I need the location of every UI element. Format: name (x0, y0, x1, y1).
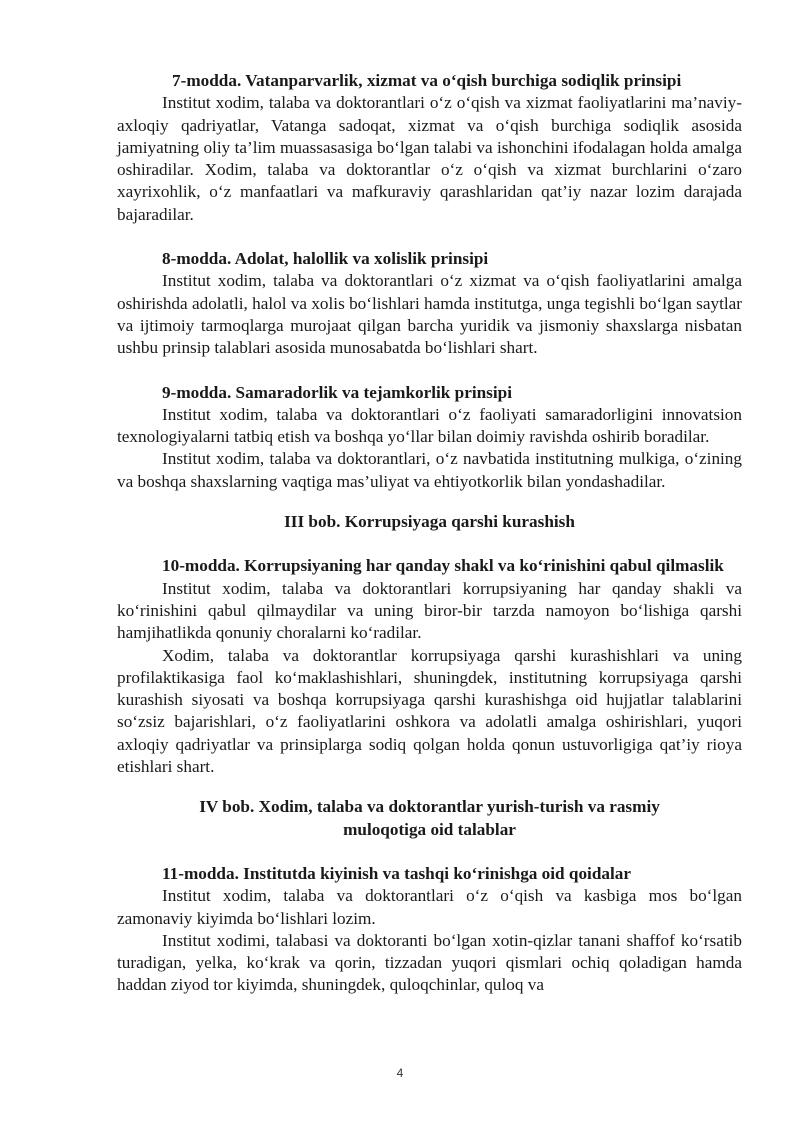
article-10-paragraph-1: Institut xodim, talaba va doktorantlari korrupsiyaning har qanday shakli va ko‘rinishini qabul qilmaydilar va uning biror-bir tarzda namoyon bo‘lishiga qarshi hamjihatlikda qonuniy choralarni ko‘radilar. (117, 578, 742, 643)
article-10-paragraph-2: Xodim, talaba va doktorantlar korrupsiyaga qarshi kurashishlari va uning profilaktikasiga faol ko‘maklashishlari, shuningdek, institutning korrupsiyaga qarshi kurashish siyosati va boshqa korrupsiyaga qarshi kurashishga oid hujjatlar talablarini so‘zsiz bajarishlari, o‘z faoliyatlarini oshkora va adolatli amalga oshirishlari, yuqori axloqiy qadriyatlar va prinsiplarga sodiq qolgan holda qonun ustuvorligiga qat’iy rioya etishlari shart. (117, 645, 742, 777)
chapter-4-heading-line-2: muloqotiga oid talablar (343, 819, 516, 839)
article-9-paragraph-1: Institut xodim, talaba va doktorantlari o‘z faoliyati samaradorligini innovatsion texnologiyalarni tatbiq etish va boshqa yo‘llar bilan doimiy ravishda oshirib boradilar. (117, 404, 742, 447)
article-11-heading: 11-modda. Institutda kiyinish va tashqi ko‘rinishga oid qoidalar (162, 863, 631, 883)
article-10-heading: 10-modda. Korrupsiyaning har qanday shakl va ko‘rinishini qabul qilmaslik (162, 556, 724, 576)
article-7-heading: 7-modda. Vatanparvarlik, xizmat va o‘qish burchiga sodiqlik prinsipi (172, 71, 682, 90)
article-11-paragraph-2: Institut xodimi, talabasi va doktoranti bo‘lgan xotin-qizlar tanani shaffof ko‘rsatib turadigan, yelka, ko‘krak va qorin, tizzadan yuqori qismlari ochiq qoladigan hamda haddan ziyod tor kiyimda, shuningdek, quloqchinlar, quloq va (117, 930, 742, 995)
article-7-paragraph-1: Institut xodim, talaba va doktorantlari o‘z o‘qish va xizmat faoliyatlarini ma’naviy-axloqiy qadriyatlar, Vatanga sadoqat, xizmat va o‘qish burchiga sodiqlik asosida jamiyatning oliy ta’lim muassasasiga bo‘lgan talabi va ishonchini ifodalagan holda amalga oshiradilar. Xodim, talaba va doktorantlar o‘z o‘qish va xizmat burchlarini o‘zaro xayrixohlik, o‘z manfaatlari va mafkuraviy qarashlaridan qat’iy nazar lozim darajada bajaradilar. (117, 93, 742, 224)
page-number: 4 (396, 1066, 404, 1080)
chapter-4-heading (117, 796, 742, 841)
chapter-4-heading-line-1: IV bob. Xodim, talaba va doktorantlar yurish-turish va rasmiy (199, 797, 660, 817)
document-page (117, 70, 742, 997)
article-8-paragraph-1: Institut xodim, talaba va doktorantlari o‘z xizmat va o‘qish faoliyatlarini amalga oshirishda adolatli, halol va xolis bo‘lishlari hamda institutga, unga tegishli bo‘lgan saytlar va ijtimoiy tarmoqlarga murojaat qilgan barcha yuridik va jismoniy shaxslarga nisbatan ushbu prinsip talablari asosida munosabatda bo‘lishlari shart. (117, 271, 742, 358)
article-8-heading: 8-modda. Adolat, halollik va xolislik prinsipi (162, 249, 489, 269)
article-9-heading: 9-modda. Samaradorlik va tejamkorlik prinsipi (162, 382, 512, 402)
article-9-paragraph-2: Institut xodim, talaba va doktorantlari, o‘z navbatida institutning mulkiga, o‘zining va boshqa shaxslarning vaqtiga mas’uliyat va ehtiyotkorlik bilan yondashadilar. (117, 449, 742, 491)
article-11-paragraph-1: Institut xodim, talaba va doktorantlari o‘z o‘qish va kasbiga mos bo‘lgan zamonaviy kiyimda bo‘lishlari lozim. (117, 886, 742, 928)
chapter-3-heading: III bob. Korrupsiyaga qarshi kurashish (284, 512, 575, 532)
